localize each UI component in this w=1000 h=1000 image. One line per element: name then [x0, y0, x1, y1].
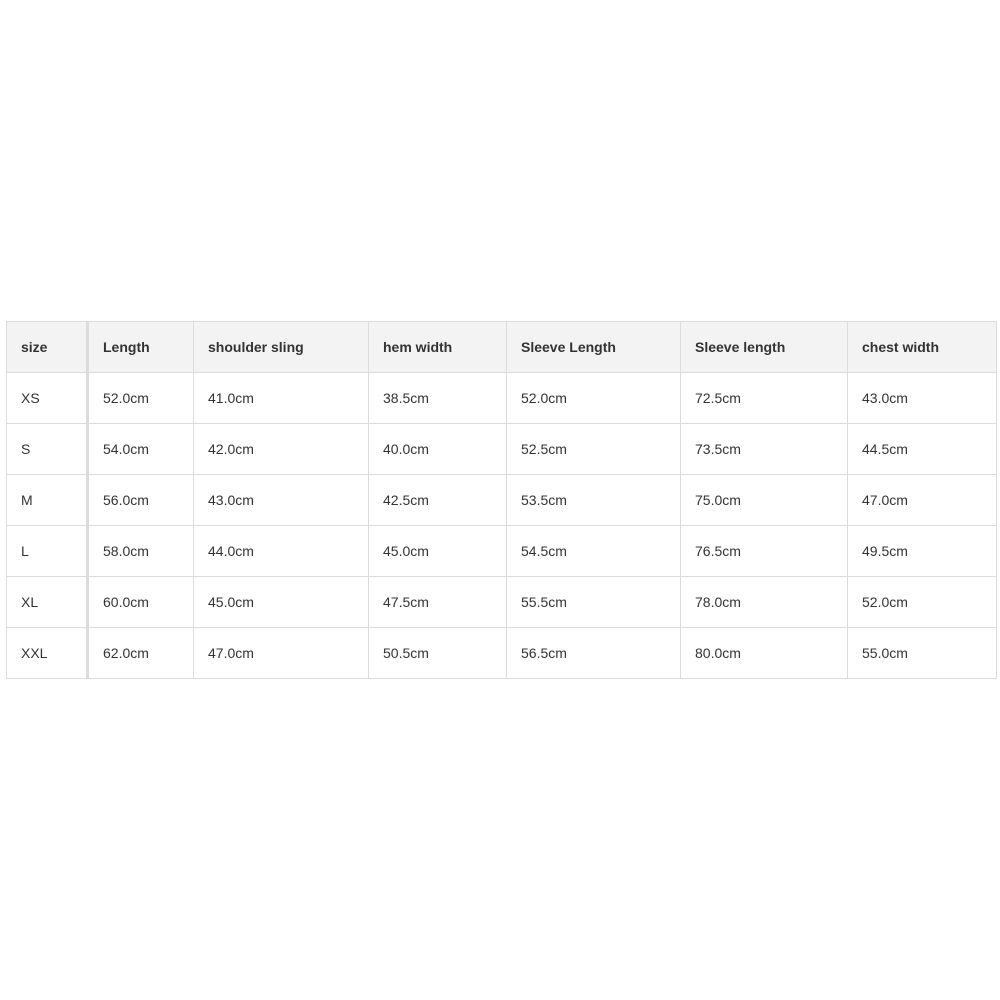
cell-sleeve-length-2: 80.0cm [681, 628, 848, 679]
cell-hem-width: 40.0cm [369, 424, 507, 475]
cell-shoulder-sling: 47.0cm [194, 628, 369, 679]
cell-sleeve-length-2: 72.5cm [681, 373, 848, 424]
cell-hem-width: 45.0cm [369, 526, 507, 577]
cell-size: XL [7, 577, 88, 628]
cell-sleeve-length: 52.5cm [507, 424, 681, 475]
cell-sleeve-length-2: 78.0cm [681, 577, 848, 628]
table-header-row [7, 322, 997, 373]
cell-sleeve-length: 54.5cm [507, 526, 681, 577]
cell-sleeve-length-2: 76.5cm [681, 526, 848, 577]
cell-shoulder-sling: 41.0cm [194, 373, 369, 424]
cell-size: S [7, 424, 88, 475]
cell-hem-width: 42.5cm [369, 475, 507, 526]
cell-length: 54.0cm [88, 424, 194, 475]
table-row [7, 475, 997, 526]
cell-shoulder-sling: 44.0cm [194, 526, 369, 577]
header-shoulder-sling: shoulder sling [194, 322, 369, 373]
cell-chest-width: 43.0cm [848, 373, 997, 424]
header-sleeve-length: Sleeve Length [507, 322, 681, 373]
table-row [7, 373, 997, 424]
cell-sleeve-length: 56.5cm [507, 628, 681, 679]
table-row [7, 577, 997, 628]
cell-length: 60.0cm [88, 577, 194, 628]
cell-chest-width: 55.0cm [848, 628, 997, 679]
cell-length: 56.0cm [88, 475, 194, 526]
cell-hem-width: 47.5cm [369, 577, 507, 628]
cell-size: M [7, 475, 88, 526]
cell-hem-width: 50.5cm [369, 628, 507, 679]
cell-shoulder-sling: 42.0cm [194, 424, 369, 475]
header-sleeve-length-2: Sleeve length [681, 322, 848, 373]
size-chart-table [6, 321, 997, 679]
cell-chest-width: 49.5cm [848, 526, 997, 577]
cell-length: 52.0cm [88, 373, 194, 424]
header-size: size [7, 322, 88, 373]
header-chest-width: chest width [848, 322, 997, 373]
cell-length: 58.0cm [88, 526, 194, 577]
cell-sleeve-length-2: 75.0cm [681, 475, 848, 526]
cell-sleeve-length: 55.5cm [507, 577, 681, 628]
table-row [7, 628, 997, 679]
cell-sleeve-length: 52.0cm [507, 373, 681, 424]
header-hem-width: hem width [369, 322, 507, 373]
cell-size: L [7, 526, 88, 577]
table-row [7, 424, 997, 475]
cell-length: 62.0cm [88, 628, 194, 679]
cell-chest-width: 44.5cm [848, 424, 997, 475]
cell-chest-width: 52.0cm [848, 577, 997, 628]
header-length: Length [88, 322, 194, 373]
cell-hem-width: 38.5cm [369, 373, 507, 424]
table-row [7, 526, 997, 577]
cell-shoulder-sling: 43.0cm [194, 475, 369, 526]
cell-sleeve-length: 53.5cm [507, 475, 681, 526]
cell-size: XXL [7, 628, 88, 679]
cell-shoulder-sling: 45.0cm [194, 577, 369, 628]
cell-size: XS [7, 373, 88, 424]
cell-chest-width: 47.0cm [848, 475, 997, 526]
cell-sleeve-length-2: 73.5cm [681, 424, 848, 475]
